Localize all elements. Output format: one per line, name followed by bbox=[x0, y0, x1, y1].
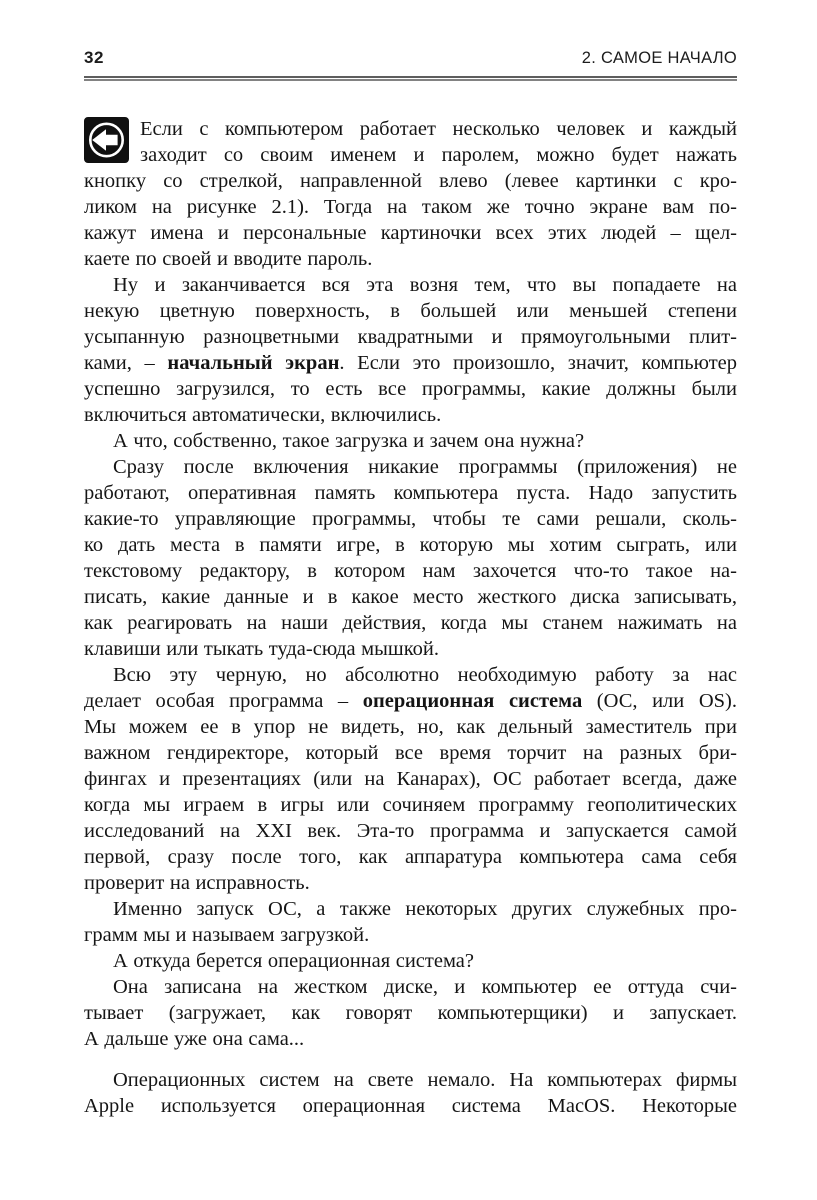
text-segment: работают, оперативная память компьютера пуста. Надо запустить bbox=[84, 482, 737, 504]
text-line bbox=[84, 194, 737, 220]
text-line bbox=[84, 142, 737, 168]
text-line bbox=[84, 948, 737, 974]
text-segment: Apple используется операционная система MacOS. Некоторые bbox=[84, 1095, 737, 1117]
text-segment: . Если это произошло, значит, компьютер bbox=[339, 352, 738, 374]
text-segment: Именно запуск ОС, а также некоторых других служебных про- bbox=[113, 898, 737, 920]
text-line bbox=[84, 116, 737, 142]
text-line bbox=[84, 792, 737, 818]
text-segment: как реагировать на наши действия, когда мы станем нажимать на bbox=[84, 612, 737, 634]
bold-term: операционная система bbox=[362, 690, 583, 712]
text-segment: кажут имена и персональные картиночки всех этих людей – щел- bbox=[84, 222, 737, 244]
text-segment: усыпанную разноцветными квадратными и прямоугольными плит- bbox=[84, 326, 737, 348]
text-line bbox=[84, 662, 737, 688]
paragraph bbox=[84, 948, 737, 974]
text-line bbox=[84, 1093, 737, 1119]
text-line bbox=[84, 454, 737, 480]
text-segment: исследований на XXI век. Эта-то программа и запускается самой bbox=[84, 820, 737, 842]
text-segment: А что, собственно, такое загрузка и зачем она нужна? bbox=[113, 430, 585, 452]
text-segment: включиться автоматически, включились. bbox=[84, 404, 442, 426]
text-line bbox=[84, 714, 737, 740]
text-line bbox=[84, 1067, 737, 1093]
text-segment: успешно загрузился, то есть все программы, какие должны были bbox=[84, 378, 737, 400]
text-segment: заходит со своим именем и паролем, можно будет нажать bbox=[140, 144, 737, 166]
text-segment: Операционных систем на свете немало. На компьютерах фирмы bbox=[113, 1069, 737, 1091]
text-line bbox=[84, 636, 737, 662]
text-segment: Сразу после включения никакие программы (приложения) не bbox=[113, 456, 737, 478]
text-line bbox=[84, 480, 737, 506]
text-line bbox=[84, 532, 737, 558]
text-line bbox=[84, 922, 737, 948]
back-arrow-icon bbox=[84, 117, 129, 163]
header-rule bbox=[84, 76, 737, 81]
paragraph bbox=[84, 662, 737, 896]
text-line bbox=[84, 376, 737, 402]
text-line bbox=[84, 974, 737, 1000]
text-line bbox=[84, 220, 737, 246]
text-segment: грамм мы и называем загрузкой. bbox=[84, 924, 370, 946]
text-line bbox=[84, 896, 737, 922]
chapter-title: 2. САМОЕ НАЧАЛО bbox=[581, 49, 737, 67]
text-segment: кнопку со стрелкой, направленной влево (левее картинки с кро- bbox=[84, 170, 737, 192]
text-line bbox=[84, 506, 737, 532]
text-segment: делает особая программа – bbox=[84, 690, 363, 712]
text-line bbox=[84, 1000, 737, 1026]
text-line bbox=[84, 1026, 737, 1052]
text-line bbox=[84, 428, 737, 454]
text-segment: фингах и презентациях (или на Канарах), ОС работает всегда, даже bbox=[84, 768, 737, 790]
text-line bbox=[84, 558, 737, 584]
text-line bbox=[84, 870, 737, 896]
text-line bbox=[84, 610, 737, 636]
text-line bbox=[84, 584, 737, 610]
text-line bbox=[84, 246, 737, 272]
text-segment: Если с компьютером работает несколько человек и каждый bbox=[140, 118, 737, 140]
page-body bbox=[84, 116, 737, 1119]
text-segment: (ОС, или OS). bbox=[582, 690, 737, 712]
text-line bbox=[84, 688, 737, 714]
page-header bbox=[84, 48, 737, 68]
paragraph bbox=[84, 1067, 737, 1119]
text-segment: ко дать места в памяти игре, в которую мы хотим сыграть, или bbox=[84, 534, 737, 556]
text-segment: первой, сразу после того, как аппаратура компьютера сама себя bbox=[84, 846, 737, 868]
paragraph bbox=[84, 272, 737, 428]
paragraph bbox=[84, 116, 737, 272]
text-segment: ликом на рисунке 2.1). Тогда на таком же точно экране вам по- bbox=[84, 196, 737, 218]
text-segment: важном гендиректоре, который все время торчит на разных бри- bbox=[84, 742, 737, 764]
paragraph bbox=[84, 428, 737, 454]
text-line bbox=[84, 324, 737, 350]
text-segment: некую цветную поверхность, в большей или меньшей степени bbox=[84, 300, 737, 322]
paragraph bbox=[84, 974, 737, 1052]
text-line bbox=[84, 844, 737, 870]
text-line bbox=[84, 272, 737, 298]
text-line bbox=[84, 298, 737, 324]
text-segment: текстовому редактору, в котором нам захочется что-то такое на- bbox=[84, 560, 737, 582]
text-line bbox=[84, 818, 737, 844]
text-line bbox=[84, 168, 737, 194]
text-line bbox=[84, 402, 737, 428]
text-segment: А откуда берется операционная система? bbox=[113, 950, 474, 972]
text-segment: Мы можем ее в упор не видеть, но, как дельный заместитель при bbox=[84, 716, 737, 738]
text-segment: проверит на исправность. bbox=[84, 872, 310, 894]
text-line bbox=[84, 350, 737, 376]
text-segment: когда мы играем в игры или сочиняем программу геополитических bbox=[84, 794, 737, 816]
text-segment: Ну и заканчивается вся эта возня тем, что вы попадаете на bbox=[113, 274, 737, 296]
text-segment: Она записана на жестком диске, и компьютер ее оттуда счи- bbox=[113, 976, 737, 998]
text-segment: ками, – bbox=[84, 352, 168, 374]
paragraph bbox=[84, 896, 737, 948]
text-segment: писать, какие данные и в какое место жесткого диска записывать, bbox=[84, 586, 737, 608]
paragraph bbox=[84, 454, 737, 662]
text-segment: тывает (загружает, как говорят компьютерщики) и запускает. bbox=[84, 1002, 737, 1024]
page-number: 32 bbox=[84, 48, 104, 67]
text-line bbox=[84, 740, 737, 766]
text-segment: Всю эту черную, но абсолютно необходимую работу за нас bbox=[113, 664, 737, 686]
text-segment: каете по своей и вводите пароль. bbox=[84, 248, 373, 270]
bold-term: начальный экран bbox=[167, 352, 340, 374]
text-segment: клавиши или тыкать туда-сюда мышкой. bbox=[84, 638, 439, 660]
text-segment: какие-то управляющие программы, чтобы те сами решали, сколь- bbox=[84, 508, 737, 530]
text-line bbox=[84, 766, 737, 792]
text-segment: А дальше уже она сама... bbox=[84, 1028, 305, 1050]
